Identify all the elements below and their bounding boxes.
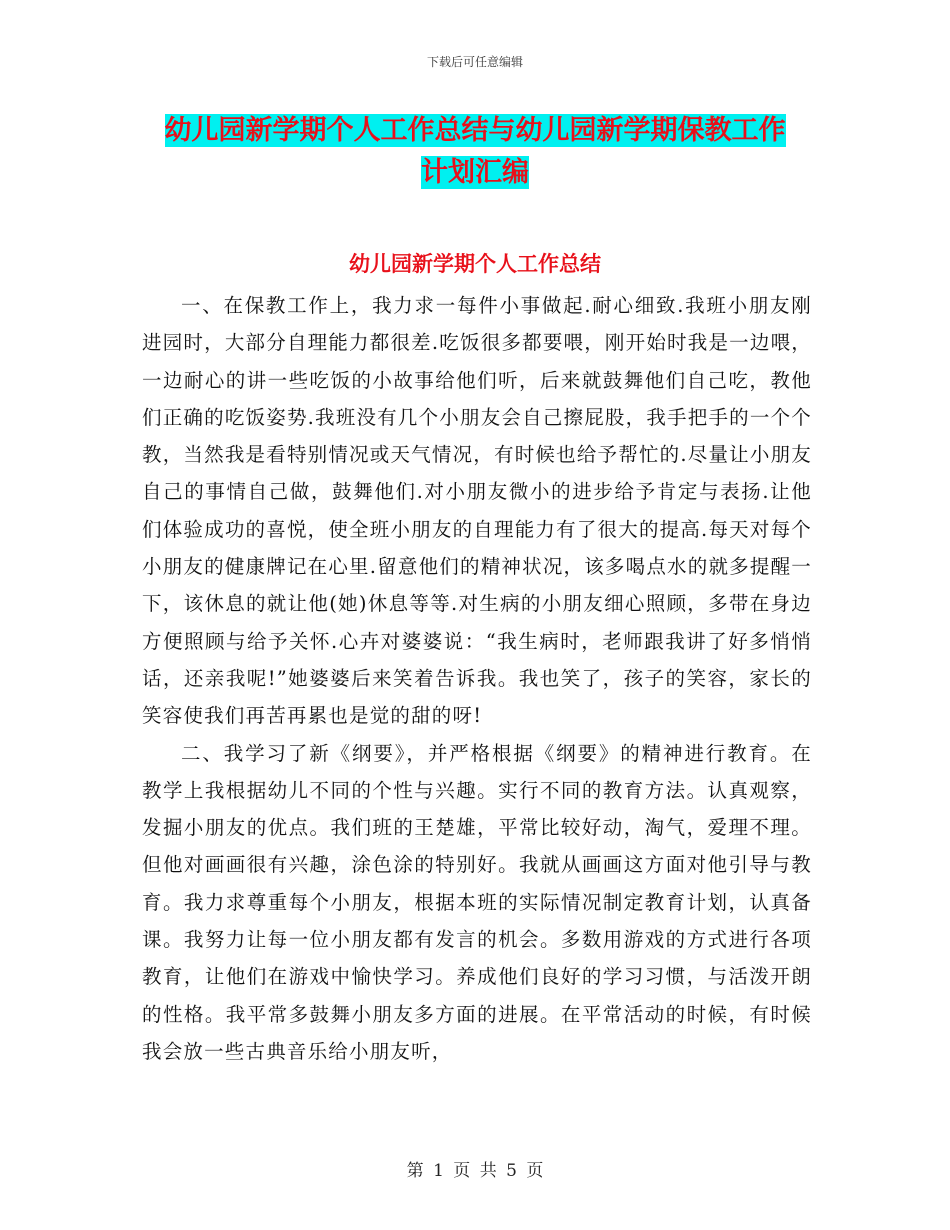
title-line-2: 计划汇编: [421, 157, 529, 188]
document-title: [0, 110, 950, 194]
title-line-1: 幼儿园新学期个人工作总结与幼儿园新学期保教工作: [164, 115, 786, 146]
paragraph-1: 一、在保教工作上，我力求一每件小事做起.耐心细致.我班小朋友刚进园时，大部分自理能力都很差.吃饭很多都要喂，刚开始时我是一边喂，一边耐心的讲一些吃饭的小故事给他们听，后来就鼓舞他们自己吃，教他们正确的吃饭姿势.我班没有几个小朋友会自己擦屁股，我手把手的一个个教，当然我是看特别情况或天气情况，有时候也给予帮忙的.尽量让小朋友自己的事情自己做，鼓舞他们.对小朋友微小的进步给予肯定与表扬.让他们体验成功的喜悦，使全班小朋友的自理能力有了很大的提高.每天对每个小朋友的健康牌记在心里.留意他们的精神状况，该多喝点水的就多提醒一下，该休息的就让他(她)休息等等.对生病的小朋友细心照顾，多带在身边方便照顾与给予关怀.心卉对婆婆说：“我生病时，老师跟我讲了好多悄悄话，还亲我呢!”她婆婆后来笑着告诉我。我也笑了，孩子的笑容，家长的笑容使我们再苦再累也是觉的甜的呀!: [142, 294, 812, 728]
section-title: 幼儿园新学期个人工作总结: [349, 252, 601, 276]
header-note: 下载后可任意编辑: [426, 55, 523, 69]
page-footer: 第 1 页 共 5 页: [406, 1161, 544, 1181]
paragraph-2: 二、我学习了新《纲要》，并严格根据《纲要》的精神进行教育。在教学上我根据幼儿不同的个性与兴趣。实行不同的教育方法。认真观察，发掘小朋友的优点。我们班的王楚雄，平常比较好动，淘气，爱理不理。但他对画画很有兴趣，涂色涂的特别好。我就从画画这方面对他引导与教育。我力求尊重每个小朋友，根据本班的实际情况制定教育计划，认真备课。我努力让每一位小朋友都有发言的机会。多数用游戏的方式进行各项教育，让他们在游戏中愉快学习。养成他们良好的学习习惯，与活泼开朗的性格。我平常多鼓舞小朋友多方面的进展。在平常活动的时候，有时候我会放一些古典音乐给小朋友听，: [142, 741, 812, 1063]
document-body: [142, 287, 812, 1070]
